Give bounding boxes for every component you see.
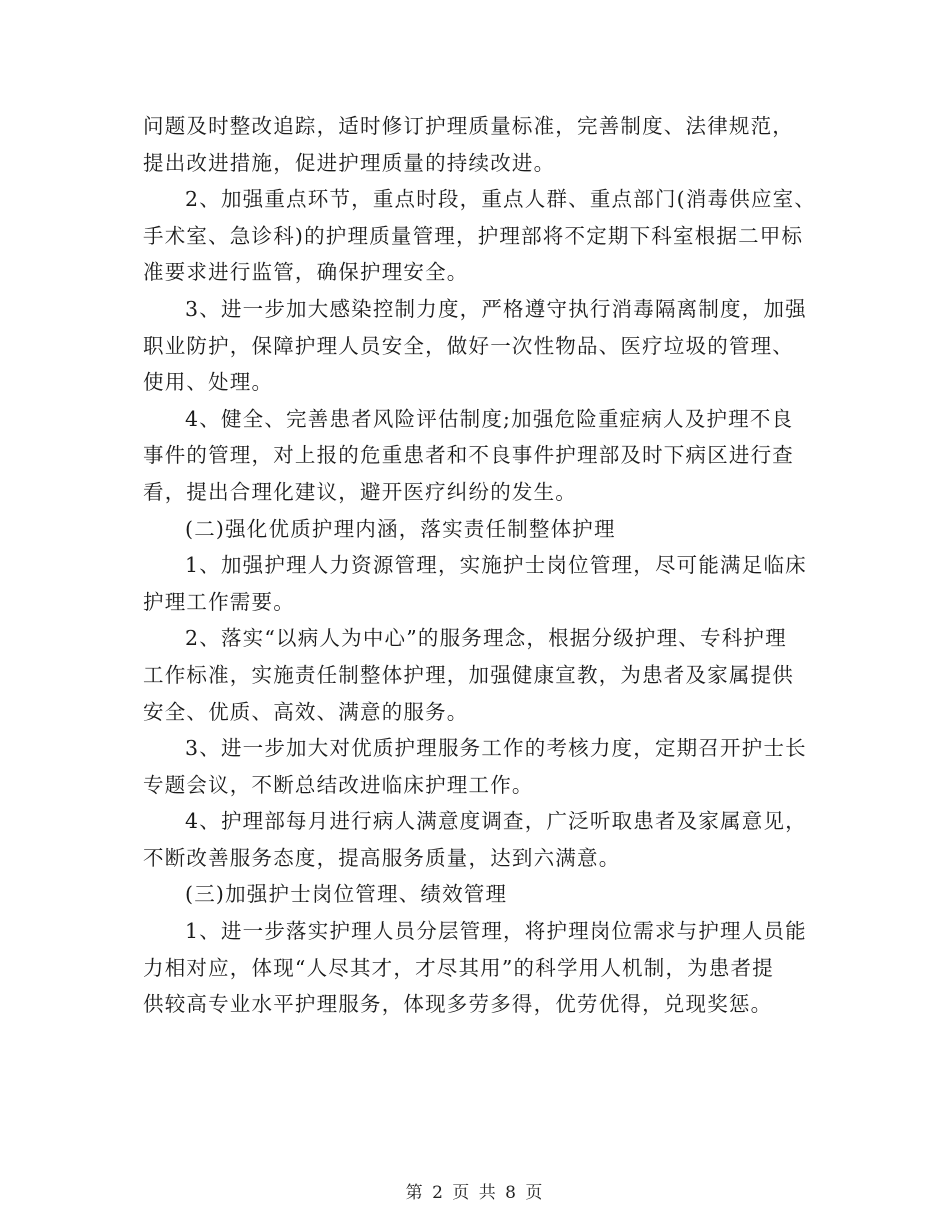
text-line: 3、进一步加大感染控制力度，严格遵守执行消毒隔离制度，加强 (185, 296, 807, 321)
text-line: 提出改进措施，促进护理质量的持续改进。 (143, 150, 556, 175)
text-line: 手术室、急诊科)的护理质量管理，护理部将不定期下科室根据二甲标 (143, 223, 804, 248)
text-line: 看，提出合理化建议，避开医疗纠纷的发生。 (143, 479, 577, 504)
text-line: 工作标准，实施责任制整体护理，加强健康宣教，为患者及家属提供 (143, 662, 794, 687)
text-line: 安全、优质、高效、满意的服务。 (143, 699, 469, 724)
text-line: 供较高专业水平护理服务，体现多劳多得，优劳优得，兑现奖惩。 (143, 992, 773, 1017)
text-line: 护理工作需要。 (143, 589, 295, 614)
section-heading: (二)强化优质护理内涵，落实责任制整体护理 (185, 516, 616, 541)
text-line: 2、加强重点环节，重点时段，重点人群、重点部门(消毒供应室、 (185, 187, 817, 212)
text-line: 2、落实“以病人为中心”的服务理念，根据分级护理、专科护理 (185, 626, 787, 651)
text-line: 4、健全、完善患者风险评估制度;加强危险重症病人及护理不良 (185, 406, 794, 431)
text-line: 3、进一步加大对优质护理服务工作的考核力度，定期召开护士长 (185, 736, 807, 761)
section-heading: (三)加强护士岗位管理、绩效管理 (185, 882, 508, 907)
document-body (143, 108, 823, 1023)
page-number-footer: 第 2 页 共 8 页 (405, 1183, 545, 1203)
text-line: 力相对应，体现“人尽其才，才尽其用”的科学用人机制，为患者提 (143, 955, 774, 980)
text-line: 问题及时整改追踪，适时修订护理质量标准，完善制度、法律规范， (143, 114, 794, 138)
text-line: 不断改善服务态度，提高服务质量，达到六满意。 (143, 845, 621, 870)
text-line: 1、进一步落实护理人员分层管理，将护理岗位需求与护理人员能 (185, 919, 807, 944)
text-line: 准要求进行监管，确保护理安全。 (143, 260, 469, 285)
text-line: 专题会议，不断总结改进临床护理工作。 (143, 772, 534, 797)
text-line: 4、护理部每月进行病人满意度调查，广泛听取患者及家属意见， (185, 809, 807, 834)
text-line: 使用、处理。 (143, 370, 274, 395)
text-line: 1、加强护理人力资源管理，实施护士岗位管理，尽可能满足临床 (185, 553, 807, 578)
text-line: 事件的管理，对上报的危重患者和不良事件护理部及时下病区进行查 (143, 443, 794, 468)
text-line: 职业防护，保障护理人员安全，做好一次性物品、医疗垃圾的管理、 (143, 333, 794, 358)
